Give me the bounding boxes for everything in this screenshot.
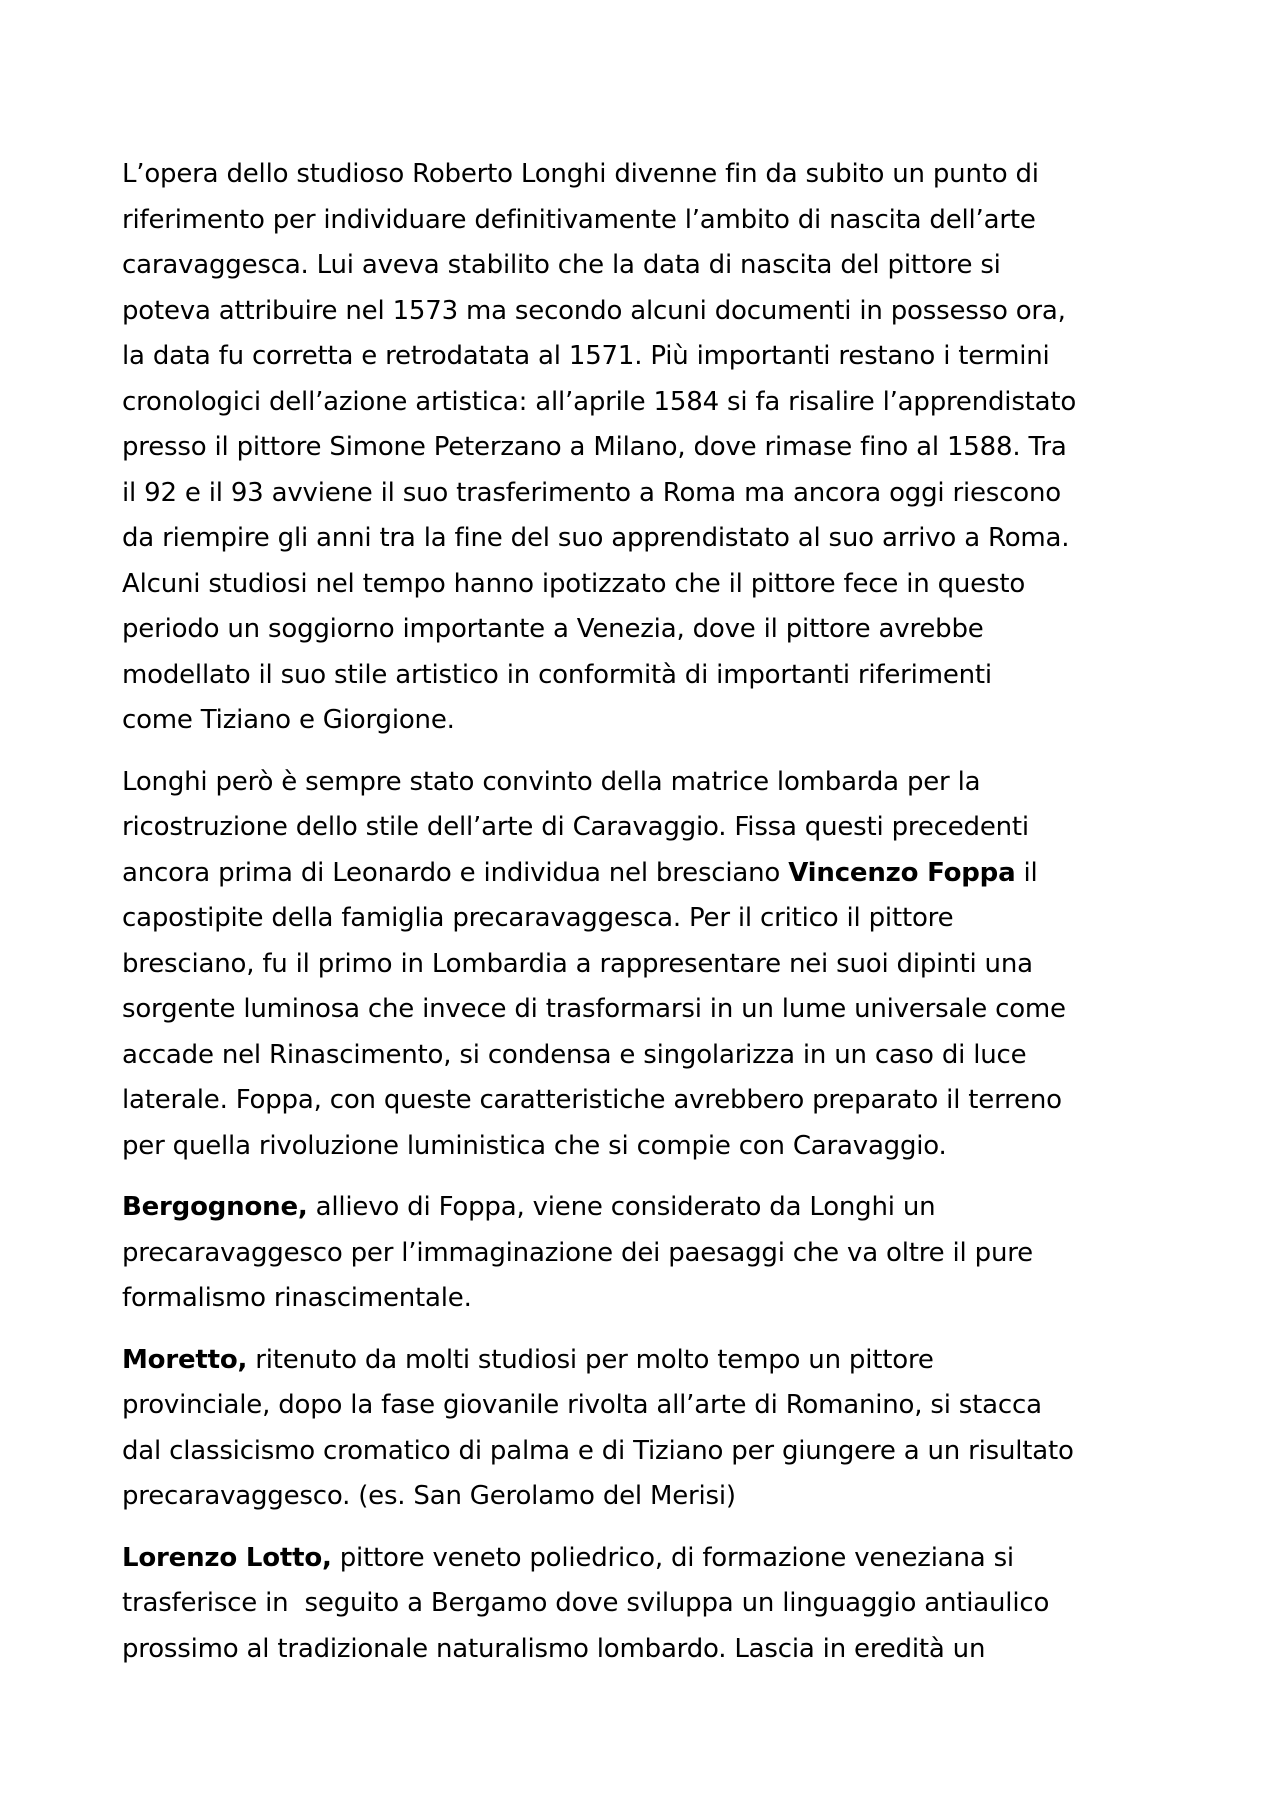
text-line: caravaggesca. Lui aveva stabilito che la data di nascita del pittore si [122,250,1001,280]
bold-name-bergognone: Bergognone, [122,1192,308,1222]
text-line: Longhi però è sempre stato convinto della matrice lombarda per la [122,766,981,797]
text-line: precaravaggesco. (es. San Gerolamo del Merisi) [122,1481,736,1511]
text-line: dal classicismo cromatico di palma e di Tiziano per giungere a un risultato [122,1435,1074,1466]
paragraph-bergognone [122,1185,1162,1322]
paragraph-lorenzo-lotto [122,1536,1162,1673]
text-line: la data fu corretta e retrodatata al 1571. Più importanti restano i termini [122,341,1050,371]
text-line: Bergognone, allievo di Foppa, viene considerato da Longhi un [122,1192,936,1222]
text-line: ricostruzione dello stile dell’arte di Caravaggio. Fissa questi precedenti [122,812,1029,842]
text-line: capostipite della famiglia precaravaggesca. Per il critico il pittore [122,903,954,933]
text-line: ancora prima di Leonardo e individua nel bresciano Vincenzo Foppa il [122,857,1038,888]
text-line: accade nel Rinascimento, si condensa e singolarizza in un caso di luce [122,1039,1027,1070]
bold-name-vincenzo-foppa: Vincenzo Foppa [788,857,1016,888]
paragraph-moretto [122,1338,1162,1520]
text-line: modellato il suo stile artistico in conformità di importanti riferimenti [122,659,992,690]
paragraph-lombard-matrix [122,760,1162,1170]
text-line: riferimento per individuare definitivamente l’ambito di nascita dell’arte [122,204,1036,235]
text-line: periodo un soggiorno importante a Venezia, dove il pittore avrebbe [122,614,984,644]
text-line: prossimo al tradizionale naturalismo lombardo. Lascia in eredità un [122,1633,986,1664]
text-line: trasferisce in seguito a Bergamo dove sviluppa un linguaggio antiaulico [122,1588,1050,1618]
text-line: poteva attribuire nel 1573 ma secondo alcuni documenti in possesso ora, [122,295,1066,326]
text-line: L’opera dello studioso Roberto Longhi divenne fin da subito un punto di [122,159,1039,189]
text-line: Lorenzo Lotto, pittore veneto poliedrico, di formazione veneziana si [122,1542,1014,1573]
text-line: laterale. Foppa, con queste caratteristiche avrebbero preparato il terreno [122,1085,1062,1115]
paragraph-longhi-intro [122,152,1162,744]
text-line: Alcuni studiosi nel tempo hanno ipotizzato che il pittore fece in questo [122,568,1026,599]
text-line: il 92 e il 93 avviene il suo trasferimento a Roma ma ancora oggi riescono [122,477,1061,508]
text-line: da riempire gli anni tra la fine del suo apprendistato al suo arrivo a Roma. [122,523,1070,553]
text-line: formalismo rinascimentale. [122,1283,472,1313]
document-body [122,152,1162,1688]
text-line: provinciale, dopo la fase giovanile rivolta all’arte di Romanino, si stacca [122,1390,1042,1420]
text-line: presso il pittore Simone Peterzano a Milano, dove rimase fino al 1588. Tra [122,432,1067,462]
text-line: per quella rivoluzione luministica che si compie con Caravaggio. [122,1130,947,1161]
text-line: Moretto, ritenuto da molti studiosi per molto tempo un pittore [122,1344,934,1375]
text-line: bresciano, fu il primo in Lombardia a rappresentare nei suoi dipinti una [122,948,1033,979]
text-line: precaravaggesco per l’immaginazione dei paesaggi che va oltre il pure [122,1237,1033,1268]
text-line: sorgente luminosa che invece di trasformarsi in un lume universale come [122,994,1066,1024]
bold-name-lorenzo-lotto: Lorenzo Lotto, [122,1542,332,1573]
bold-name-moretto: Moretto, [122,1344,248,1375]
text-line: come Tiziano e Giorgione. [122,705,455,735]
text-line: cronologici dell’azione artistica: all’aprile 1584 si fa risalire l’apprendistato [122,386,1077,417]
